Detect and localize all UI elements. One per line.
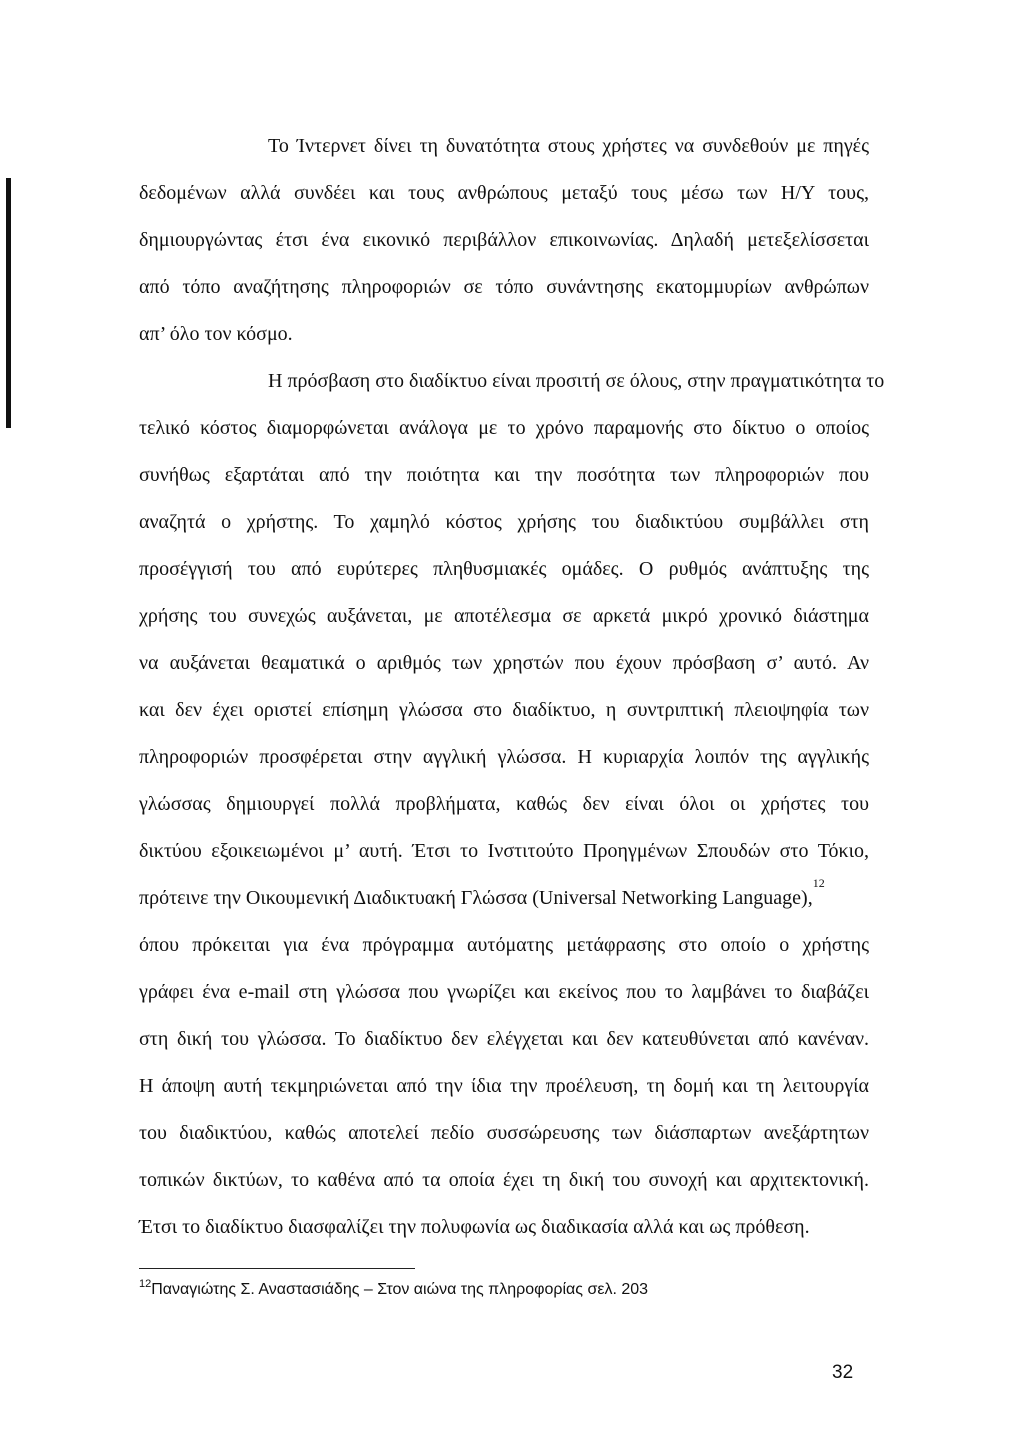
text-line: τοπικών δικτύων, το καθένα από τα οποία έχει τη δική του συνοχή και αρχιτεκτονική. (139, 1169, 869, 1191)
footnote-separator (139, 1268, 415, 1269)
text-line: όπου πρόκειται για ένα πρόγραμμα αυτόματης μετάφρασης στο οποίο ο χρήστης (139, 934, 869, 956)
footnote-text: Παναγιώτης Σ. Αναστασιάδης – Στον αιώνα της πληροφορίας σελ. 203 (151, 1281, 649, 1298)
scan-artifact-bar (6, 178, 11, 428)
text-line: προσέγγισή του από ευρύτερες πληθυσμιακές ομάδες. Ο ρυθμός ανάπτυξης της (139, 558, 869, 580)
footnote-reference: 12 (812, 876, 825, 890)
text-line: Η άποψη αυτή τεκμηριώνεται από την ίδια την προέλευση, τη δομή και τη λειτουργία (139, 1075, 869, 1097)
body-text (139, 128, 885, 1256)
text-line: του διαδικτύου, καθώς αποτελεί πεδίο συσσώρευσης των διάσπαρτων ανεξάρτητων (139, 1122, 869, 1144)
text-line: συνήθως εξαρτάται από την ποιότητα και την ποσότητα των πληροφοριών που (139, 464, 869, 486)
footnote (139, 1279, 648, 1301)
text-line: τελικό κόστος διαμορφώνεται ανάλογα με το χρόνο παραμονής στο δίκτυο ο οποίος (139, 417, 869, 439)
text-line: απ’ όλο τον κόσμο. (139, 323, 293, 345)
text-line: Το Ίντερνετ δίνει τη δυνατότητα στους χρήστες να συνδεθούν με πηγές (268, 135, 869, 157)
text-line: δικτύου εξοικειωμένοι μ’ αυτή. Έτσι το Ινστιτούτο Προηγμένων Σπουδών στο Τόκιο, (139, 840, 869, 862)
text-line: από τόπο αναζήτησης πληροφοριών σε τόπο συνάντησης εκατομμυρίων ανθρώπων (139, 276, 869, 298)
text-line-content: πρότεινε την Οικουμενική Διαδικτυακή Γλώσσα (Universal Networking Language), (139, 887, 813, 909)
page-number: 32 (832, 1362, 854, 1383)
text-line: Η πρόσβαση στο διαδίκτυο είναι προσιτή σε όλους, στην πραγματικότητα το (268, 370, 885, 392)
text-line: δεδομένων αλλά συνδέει και τους ανθρώπους μεταξύ τους μέσω των Η/Υ τους, (139, 182, 869, 204)
text-line-with-footnote (139, 876, 869, 927)
text-line: Έτσι το διαδίκτυο διασφαλίζει την πολυφωνία ως διαδικασία αλλά και ως πρόθεση. (139, 1216, 810, 1238)
text-line: πληροφοριών προσφέρεται στην αγγλική γλώσσα. Η κυριαρχία λοιπόν της αγγλικής (139, 746, 869, 768)
text-line: γλώσσας δημιουργεί πολλά προβλήματα, καθώς δεν είναι όλοι οι χρήστες του (139, 793, 869, 815)
text-line: αναζητά ο χρήστης. Το χαμηλό κόστος χρήσης του διαδικτύου συμβάλλει στη (139, 511, 869, 533)
footnote-marker: 12 (139, 1278, 152, 1290)
text-line: γράφει ένα e-mail στη γλώσσα που γνωρίζει και εκείνος που το λαμβάνει το διαβάζει (139, 981, 869, 1003)
text-line: στη δική του γλώσσα. Το διαδίκτυο δεν ελέγχεται και δεν κατευθύνεται από κανέναν. (139, 1028, 869, 1050)
text-line: δημιουργώντας έτσι ένα εικονικό περιβάλλον επικοινωνίας. Δηλαδή μετεξελίσσεται (139, 229, 869, 251)
text-line: χρήσης του συνεχώς αυξάνεται, με αποτέλεσμα σε αρκετά μικρό χρονικό διάστημα (139, 605, 869, 627)
text-line: να αυξάνεται θεαματικά ο αριθμός των χρηστών που έχουν πρόσβαση σ’ αυτό. Αν (139, 652, 869, 674)
text-line: και δεν έχει οριστεί επίσημη γλώσσα στο διαδίκτυο, η συντριπτική πλειοψηφία των (139, 699, 869, 721)
